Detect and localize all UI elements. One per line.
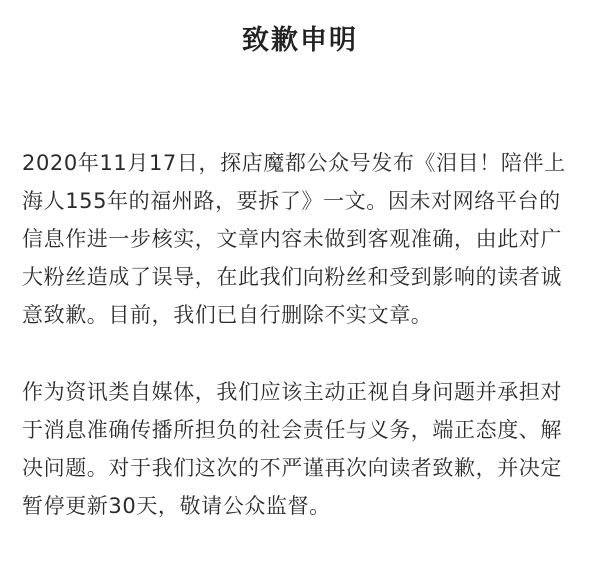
- paragraph-apology: 2020年11月17日，探店魔都公众号发布《泪目！陪伴上海人155年的福州路，要拆了》一文。因未对网络平台的信息作进一步核实，文章内容未做到客观准确，由此对广大粉丝造成了误导，在此我们向粉丝和受到影响的读者诚意致歉。目前，我们已自行删除不实文章。: [22, 151, 566, 327]
- statement-body: [22, 144, 578, 525]
- paragraph-commitment: 作为资讯类自媒体，我们应该主动正视自身问题并承担对于消息准确传播所担负的社会责任与义务，端正态度、解决问题。对于我们这次的不严谨再次向读者致歉，并决定暂停更新30天，敬请公众监督。: [22, 380, 562, 518]
- page-title: 致歉申明: [242, 25, 358, 56]
